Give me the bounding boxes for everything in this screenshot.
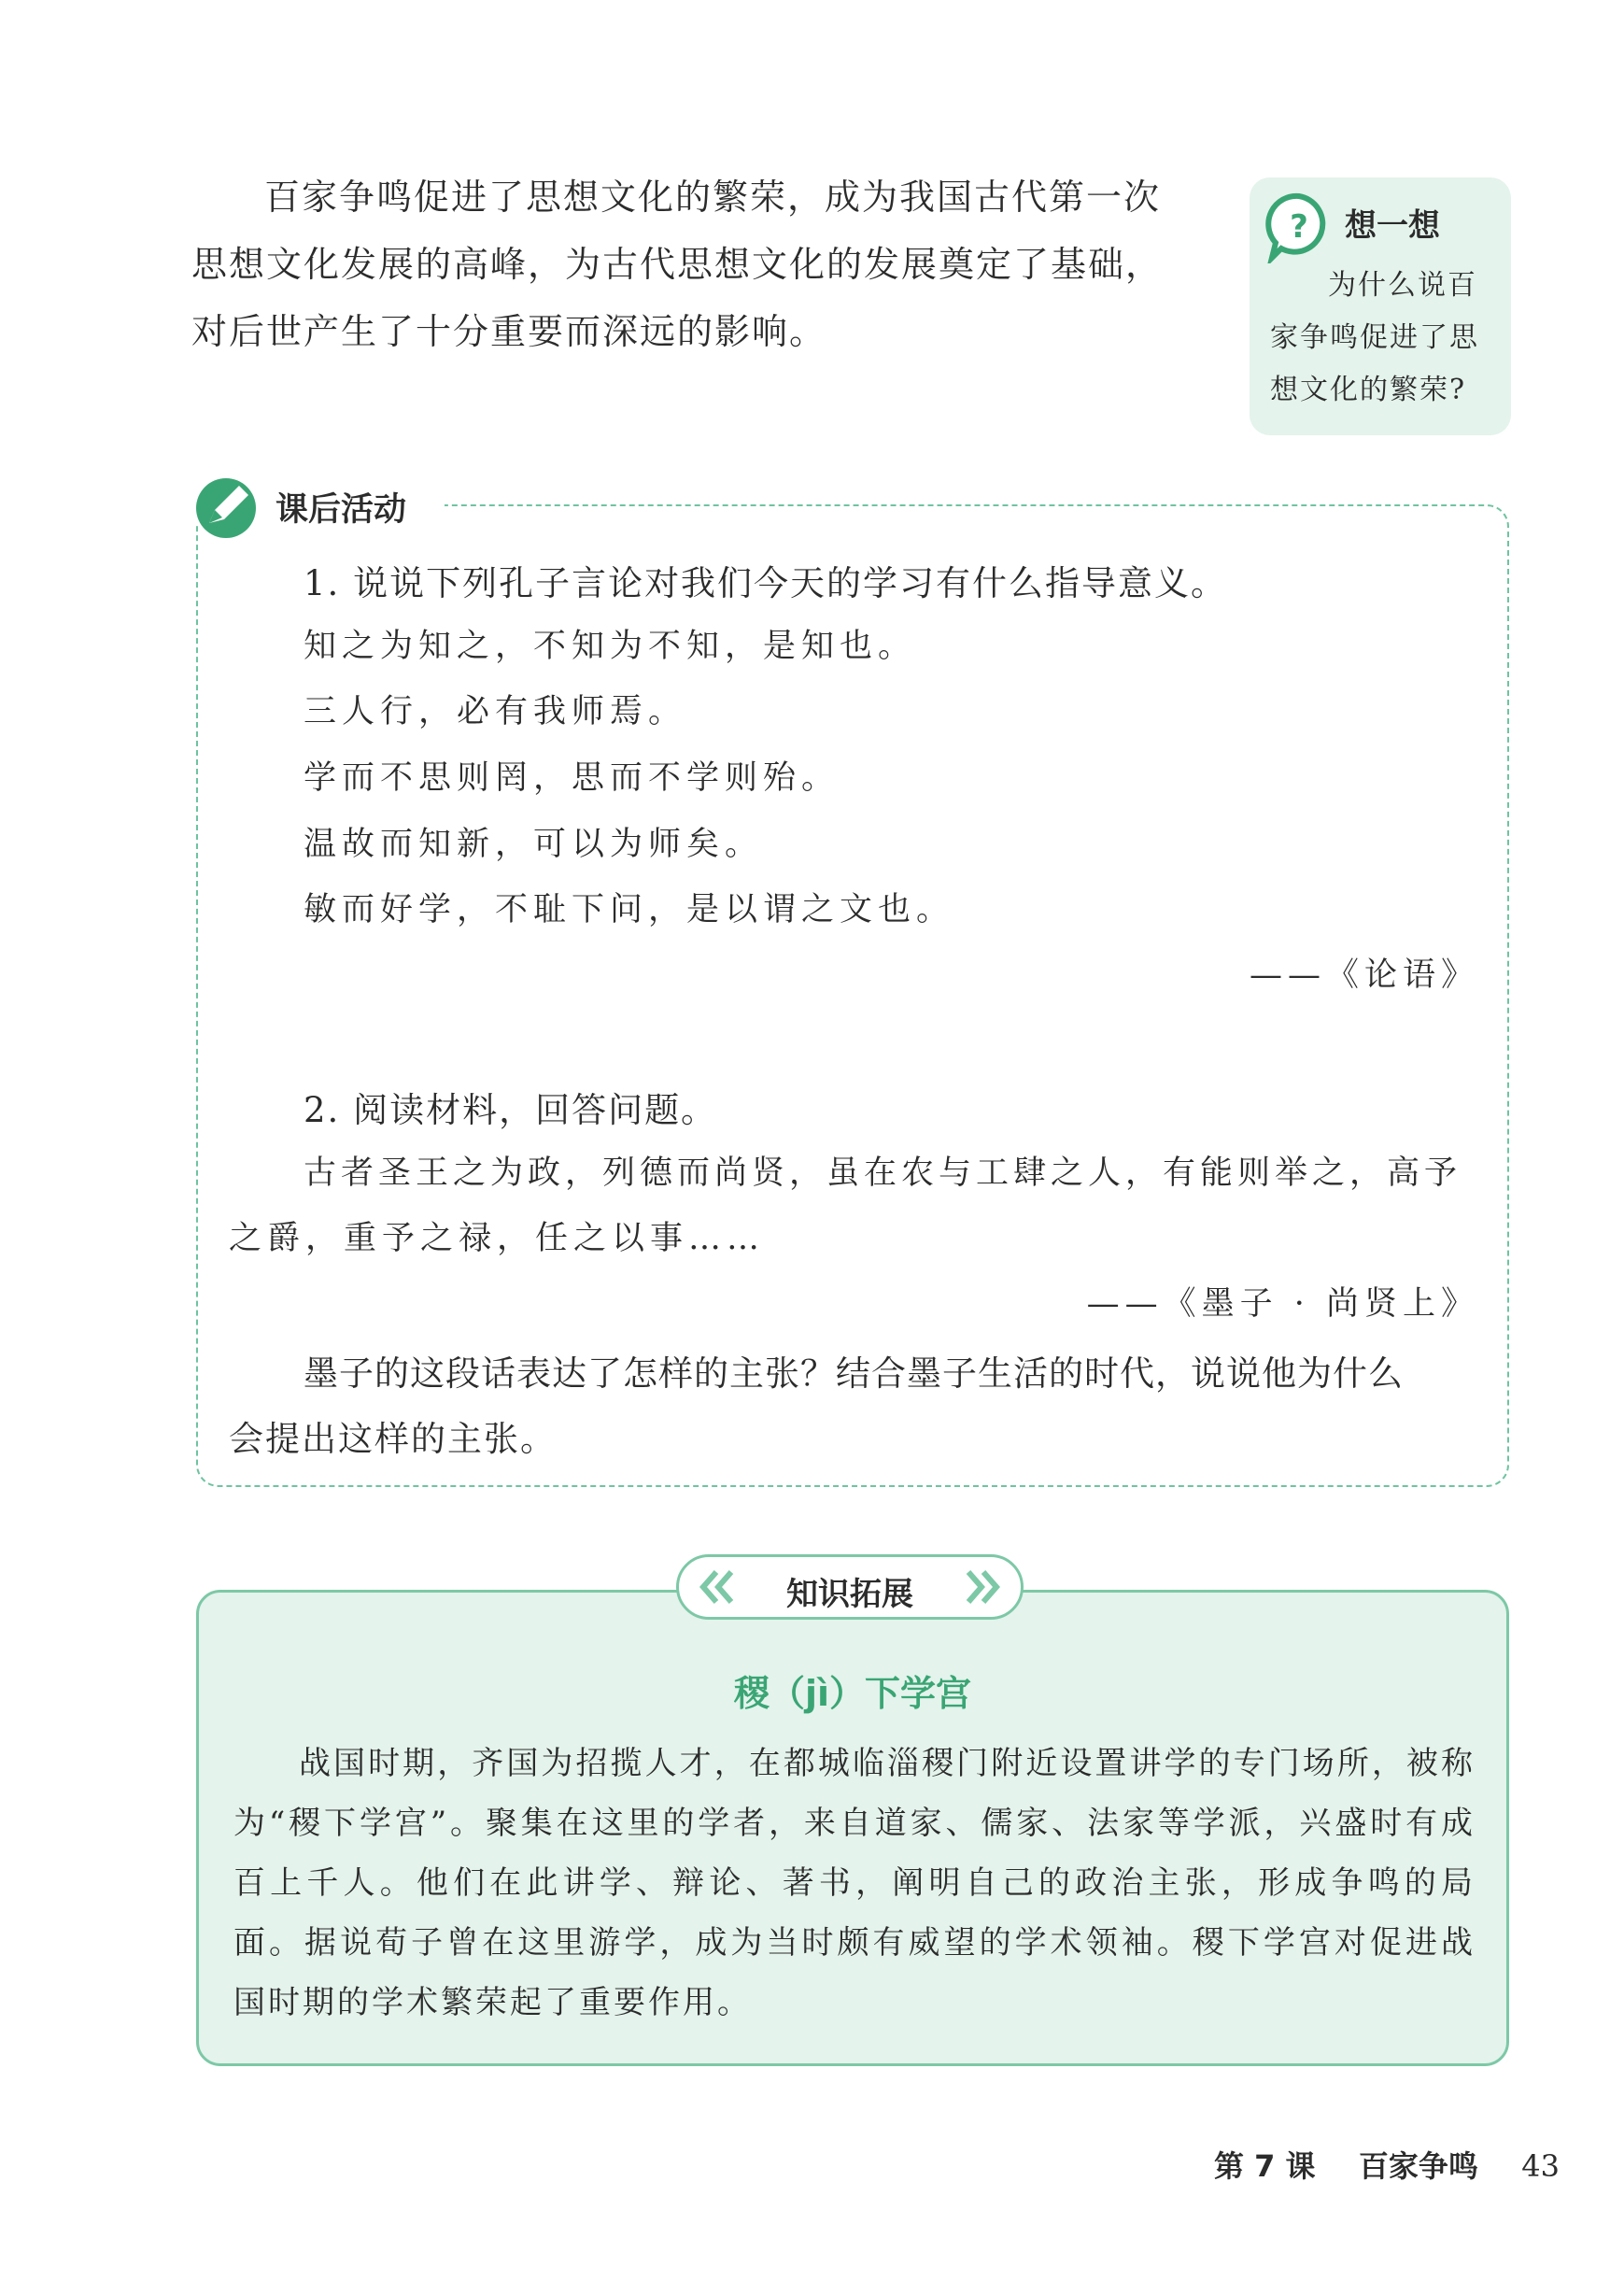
material-line-2: 之爵，重予之禄，任之以事…… — [229, 1220, 766, 1257]
activity-question-2: 2. 阅读材料，回答问题。 — [304, 1090, 718, 1130]
ask-line-2: 会提出这样的主张。 — [229, 1419, 557, 1459]
source-mozi: ——《墨子 · 尚贤上》 — [1086, 1285, 1479, 1323]
source-lunyu: ——《论语》 — [1249, 956, 1479, 994]
activity-question-1: 1. 说说下列孔子言论对我们今天的学习有什么指导意义。 — [304, 563, 1228, 603]
svg-text:?: ? — [1290, 208, 1308, 246]
think-title: 想一想 — [1345, 207, 1440, 245]
activity-title: 课后活动 — [275, 491, 407, 529]
quote-4: 温故而知新，可以为师矣。 — [304, 826, 764, 863]
intro-paragraph — [191, 163, 1191, 365]
knowledge-tab — [676, 1554, 1024, 1620]
ask-line-1: 墨子的这段话表达了怎样的主张？结合墨子生活的时代，说说他为什么 — [304, 1353, 1404, 1394]
page-number: 43 — [1521, 2148, 1560, 2184]
pencil-check-icon — [194, 473, 261, 540]
think-box — [1250, 177, 1511, 435]
material-line-1: 古者圣王之为政，列德而尚贤，虽在农与工肆之人，有能则举之，高予 — [304, 1155, 1462, 1192]
quote-5: 敏而好学，不耻下问，是以谓之文也。 — [304, 891, 955, 928]
think-question: 为什么说百家争鸣促进了思想文化的繁荣? — [1270, 269, 1479, 406]
double-chevron-right-icon — [961, 1568, 1002, 1606]
knowledge-subtitle: 稷（jì）下学宫 — [733, 1673, 972, 1714]
page-footer — [1214, 2143, 1560, 2186]
quote-3: 学而不思则罔，思而不学则殆。 — [304, 759, 840, 797]
knowledge-body: 战国时期，齐国为招揽人才，在都城临淄稷门附近设置讲学的专门场所，被称为“稷下学宫”。聚集在这里的学者，来自道家、儒家、法家等学派，兴盛时有成百上千人。他们在此讲学、辩论、著书，阐明自己的政治主张，形成争鸣的局面。据说荀子曾在这里游学，成为当时颇有威望的学术领袖。稷下学宫对促进战国时期的学术繁荣起了重要作用。 — [233, 1745, 1476, 2021]
question-bubble-icon — [1263, 191, 1335, 263]
knowledge-tab-label: 知识拓展 — [786, 1576, 913, 1613]
lesson-title: 百家争鸣 — [1358, 2148, 1478, 2184]
lesson-number: 第 7 课 — [1214, 2148, 1316, 2184]
quote-1: 知之为知之，不知为不知，是知也。 — [304, 628, 917, 665]
quote-2: 三人行，必有我师焉。 — [304, 693, 687, 730]
intro-text: 百家争鸣促进了思想文化的繁荣，成为我国古代第一次思想文化发展的高峰，为古代思想文化的发展奠定了基础，对后世产生了十分重要而深远的影响。 — [191, 177, 1164, 352]
